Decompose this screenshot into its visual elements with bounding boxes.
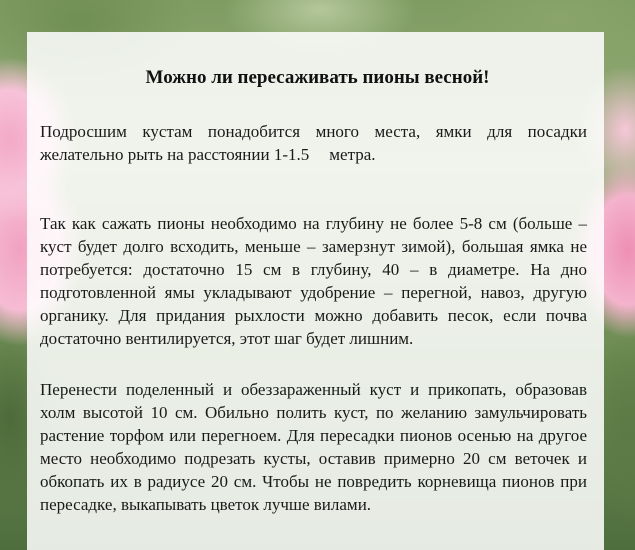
article-title: Можно ли пересаживать пионы весной! bbox=[145, 67, 490, 88]
paragraph-transplanting: Перенести поделенный и обеззараженный куст и прикопать, образовав холм высотой 10 см. Обильно полить куст, по желанию замульчировать растение торфом или перегноем. Для пересадки пионов осенью на другое место необходимо подрезать кусты, оставив примерно 20 см веточек и обкопать их в радиусе 20 см. Чтобы не повредить корневища пионов при пересадке, выкапывать цветок лучше вилами. bbox=[40, 380, 587, 514]
paragraph-planting-depth: Так как сажать пионы необходимо на глубину не более 5-8 см (больше – куст будет долго всходить, меньше – замерзнут зимой), большая ямка не потребуется: достаточно 15 см в глубину, 40 – в диаметре. На дно подготовленной ямы укладывают удобрение – перегной, навоз, другую органику. Для придания рыхлости можно добавить песок, если почва достаточно вентилируется, этот шаг будет лишним. bbox=[40, 214, 587, 348]
paragraph-spacing bbox=[40, 120, 587, 166]
paragraph-spacing-unit: метра. bbox=[329, 145, 376, 164]
paragraph-spacing-text: Подросшим кустам понадобится много места, ямки для посадки желательно рыть на расстоянии 1-1.5 bbox=[40, 122, 587, 164]
